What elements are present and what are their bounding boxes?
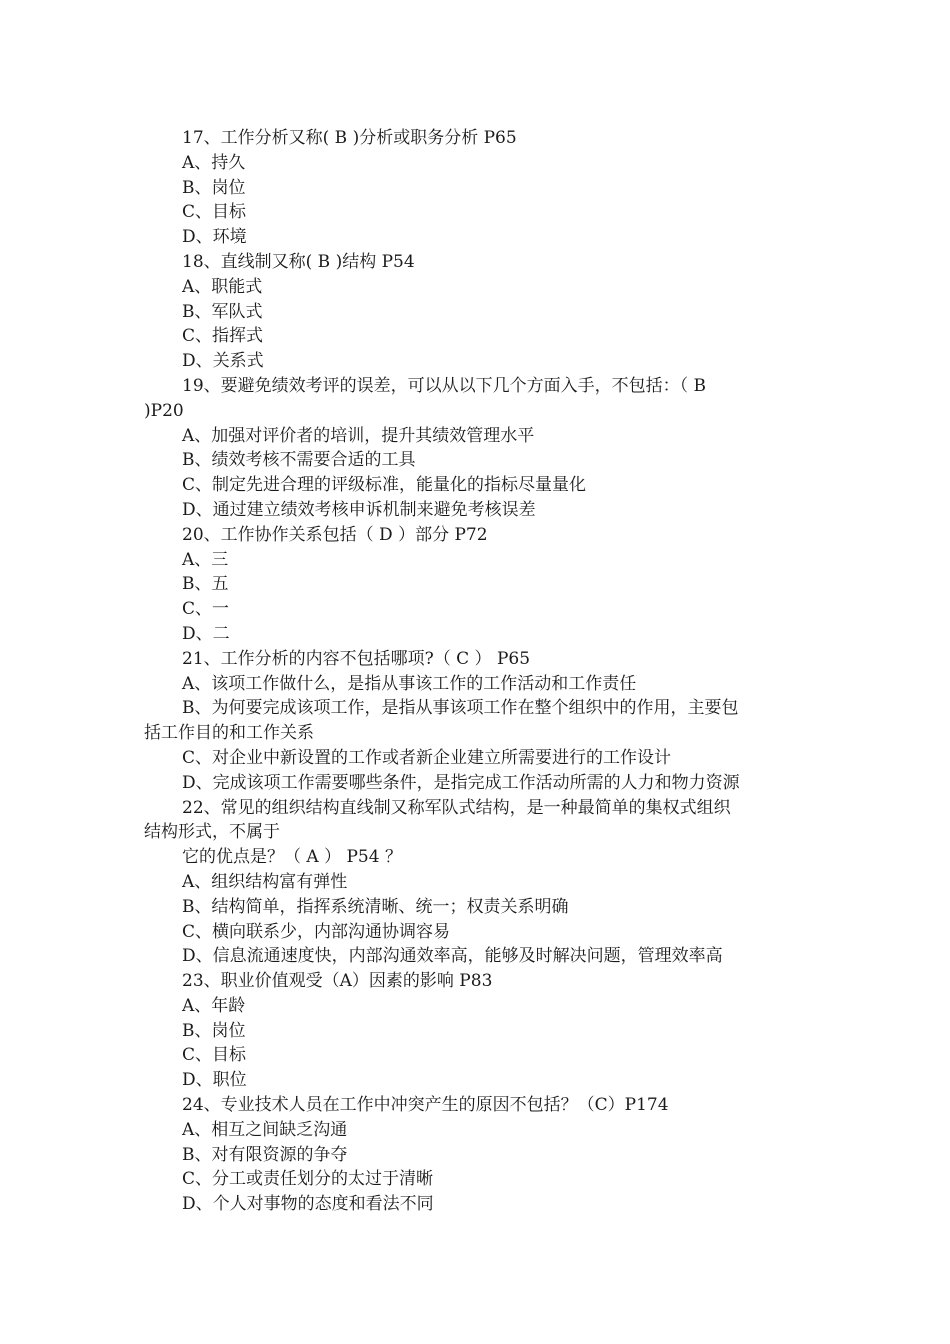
question-22-prompt: 它的优点是？（ A ） P54 ？ <box>182 847 402 868</box>
option-a: A、持久 <box>182 152 246 173</box>
option-c: C、目标 <box>182 202 247 223</box>
option-b: B、为何要完成该项工作，是指从事该项工作在整个组织中的作用，主要包 <box>182 698 739 719</box>
option-b: B、对有限资源的争夺 <box>182 1144 348 1165</box>
option-c: C、指挥式 <box>182 326 264 347</box>
option-c: C、对企业中新设置的工作或者新企业建立所需要进行的工作设计 <box>182 747 672 768</box>
option-a: A、组织结构富有弹性 <box>182 871 348 892</box>
option-d: D、个人对事物的态度和看法不同 <box>182 1194 434 1215</box>
option-d: D、关系式 <box>182 351 264 372</box>
option-d: D、二 <box>182 623 230 644</box>
question-24: 24、专业技术人员在工作中冲突产生的原因不包括？（C）P174 <box>182 1095 669 1116</box>
question-19-continuation: )P20 <box>144 400 184 421</box>
question-22: 22、常见的组织结构直线制又称军队式结构，是一种最简单的集权式组织 <box>182 797 731 818</box>
option-c: C、制定先进合理的评级标准，能量化的指标尽量量化 <box>182 475 587 496</box>
option-a: A、加强对评价者的培训，提升其绩效管理水平 <box>182 425 535 446</box>
question-21: 21、工作分析的内容不包括哪项?（ C ） P65 <box>182 648 531 669</box>
question-23: 23、职业价值观受（A）因素的影响 P83 <box>182 971 493 992</box>
option-a: A、该项工作做什么，是指从事该工作的工作活动和工作责任 <box>182 673 637 694</box>
option-c: C、分工或责任划分的太过于清晰 <box>182 1169 434 1190</box>
option-b: B、岗位 <box>182 177 246 198</box>
question-19: 19、要避免绩效考评的误差，可以从以下几个方面入手，不包括：（ B <box>182 375 707 396</box>
option-d: D、环境 <box>182 227 247 248</box>
option-b-continuation: 括工作目的和工作关系 <box>144 723 314 744</box>
option-a: A、职能式 <box>182 276 263 297</box>
option-b: B、岗位 <box>182 1020 246 1041</box>
question-22-continuation: 结构形式，不属于 <box>144 822 280 843</box>
option-c: C、目标 <box>182 1045 247 1066</box>
question-18: 18、直线制又称( B )结构 P54 <box>182 251 415 272</box>
option-d: D、信息流通速度快，内部沟通效率高，能够及时解决问题，管理效率高 <box>182 946 723 967</box>
option-d: D、完成该项工作需要哪些条件，是指完成工作活动所需的人力和物力资源 <box>182 772 740 793</box>
option-d: D、通过建立绩效考核申诉机制来避免考核误差 <box>182 499 536 520</box>
option-b: B、五 <box>182 574 229 595</box>
question-20: 20、工作协作关系包括（ D ）部分 P72 <box>182 524 488 545</box>
option-c: C、一 <box>182 599 230 620</box>
option-b: B、结构简单，指挥系统清晰、统一；权责关系明确 <box>182 896 569 917</box>
option-a: A、年龄 <box>182 995 246 1016</box>
option-d: D、职位 <box>182 1070 247 1091</box>
option-c: C、横向联系少，内部沟通协调容易 <box>182 921 451 942</box>
option-a: A、相互之间缺乏沟通 <box>182 1119 348 1140</box>
option-b: B、绩效考核不需要合适的工具 <box>182 450 416 471</box>
option-a: A、三 <box>182 549 229 570</box>
document-page <box>144 126 814 1217</box>
question-17: 17、工作分析又称( B )分析或职务分析 P65 <box>182 128 517 148</box>
option-b: B、军队式 <box>182 301 263 322</box>
